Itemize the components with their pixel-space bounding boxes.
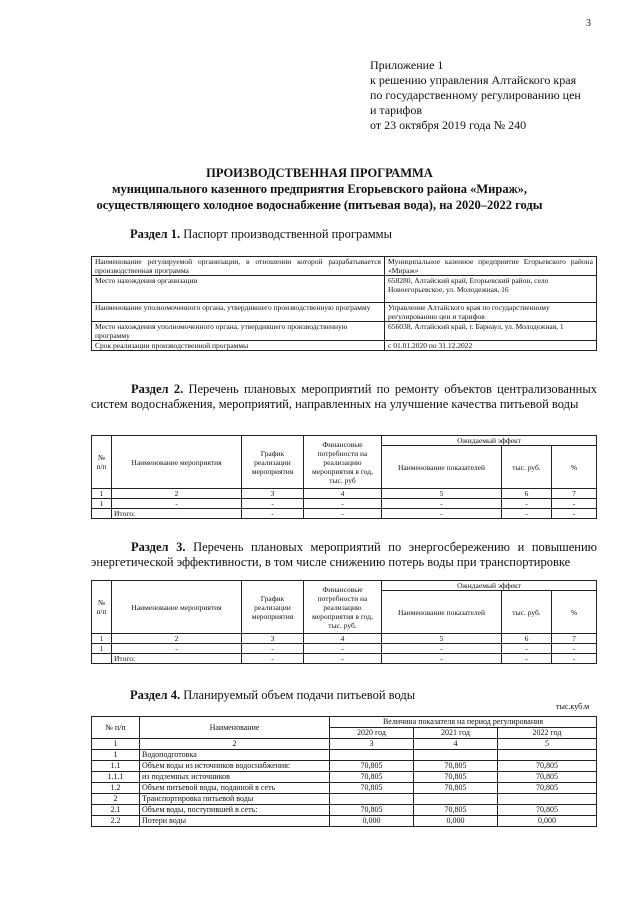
table-row bbox=[92, 644, 597, 654]
table-cell: 3 bbox=[330, 739, 414, 750]
table-cell: 4 bbox=[414, 739, 498, 750]
table-cell: - bbox=[242, 644, 304, 654]
table-cell: 70,805 bbox=[498, 761, 597, 772]
col-header: Наименование мероприятия bbox=[112, 581, 242, 634]
table-cell: - bbox=[502, 499, 552, 509]
col-header: 2021 год bbox=[414, 728, 498, 739]
table-cell: - bbox=[304, 644, 382, 654]
table-cell: 2.2 bbox=[92, 816, 140, 827]
table-row bbox=[92, 794, 597, 805]
section-label: Раздел 2. bbox=[131, 382, 184, 396]
col-header: Наименование мероприятия bbox=[112, 436, 242, 489]
table-cell: Итого: bbox=[112, 654, 242, 664]
table-cell: 4 bbox=[304, 489, 382, 499]
table-cell: 2 bbox=[140, 739, 330, 750]
table-cell: Место нахождения уполномоченного органа, утвердившего производственную программу bbox=[92, 322, 385, 341]
table-cell: - bbox=[242, 654, 304, 664]
table-cell bbox=[414, 794, 498, 805]
col-header: График реализации мероприятия bbox=[242, 436, 304, 489]
table-cell: 658280, Алтайский край, Егорьевский район, село Новоегорьевское, ул. Молодежная, 16 bbox=[385, 276, 597, 303]
table-cell: - bbox=[304, 654, 382, 664]
table-cell: 70,805 bbox=[498, 805, 597, 816]
table-cell: 1.1.1 bbox=[92, 772, 140, 783]
table-row bbox=[92, 654, 597, 664]
table-cell: 1 bbox=[92, 644, 112, 654]
table-cell: 5 bbox=[382, 634, 502, 644]
col-header: 2022 год bbox=[498, 728, 597, 739]
table-cell: 1 bbox=[92, 489, 112, 499]
table-cell: Объем питьевой воды, поданной в сеть bbox=[140, 783, 330, 794]
col-header: Наименование показателей bbox=[382, 446, 502, 489]
section-label: Раздел 4. bbox=[130, 688, 181, 702]
col-header: Наименование показателей bbox=[382, 591, 502, 634]
section4-heading bbox=[130, 688, 415, 703]
table-cell: - bbox=[502, 509, 552, 519]
table-row bbox=[92, 489, 597, 499]
table-cell: 656038, Алтайский край, г. Барнаул, ул. Молодежная, 1 bbox=[385, 322, 597, 341]
document-title bbox=[0, 165, 639, 213]
table-cell: Место нахождения организации bbox=[92, 276, 385, 303]
table-cell: - bbox=[382, 654, 502, 664]
section-text: Перечень плановых мероприятий по энергосбережению и повышению энергетической эффективности, в том числе снижению потерь воды при транспортировке bbox=[91, 540, 597, 569]
table-cell: 70,805 bbox=[330, 805, 414, 816]
table-header-row bbox=[92, 436, 597, 446]
col-header: тыс. руб. bbox=[502, 446, 552, 489]
table-cell: 7 bbox=[552, 489, 597, 499]
col-header: № п/п bbox=[92, 581, 112, 634]
table-cell: Наименование регулируемой организации, в отношении которой разрабатывается производственная программа bbox=[92, 257, 385, 276]
table-cell: - bbox=[502, 654, 552, 664]
passport-table bbox=[91, 256, 597, 351]
table-cell: - bbox=[502, 644, 552, 654]
table-cell: - bbox=[304, 509, 382, 519]
table-cell: 1 bbox=[92, 634, 112, 644]
table-row bbox=[92, 739, 597, 750]
table-cell: Наименование уполномоченного органа, утвердившего производственную программу bbox=[92, 303, 385, 322]
section1-heading bbox=[130, 227, 392, 242]
table-cell: 1.1 bbox=[92, 761, 140, 772]
page-number: 3 bbox=[586, 18, 591, 29]
table-cell: - bbox=[552, 644, 597, 654]
table-cell: 4 bbox=[304, 634, 382, 644]
col-header: № п/п bbox=[92, 436, 112, 489]
appendix-line: от 23 октября 2019 года № 240 bbox=[370, 118, 527, 132]
table-cell: 0,000 bbox=[498, 816, 597, 827]
table-row bbox=[92, 303, 597, 322]
table-cell: 1 bbox=[92, 750, 140, 761]
table-row bbox=[92, 257, 597, 276]
table-row bbox=[92, 322, 597, 341]
table-header-row bbox=[92, 581, 597, 591]
table-cell: 2.1 bbox=[92, 805, 140, 816]
table-row bbox=[92, 750, 597, 761]
table-cell: 1 bbox=[92, 739, 140, 750]
table-cell: - bbox=[382, 644, 502, 654]
table-cell: 70,805 bbox=[498, 772, 597, 783]
table-cell: 70,805 bbox=[330, 783, 414, 794]
section2-heading bbox=[91, 382, 597, 412]
repair-measures-table bbox=[91, 435, 597, 519]
table-cell: - bbox=[382, 509, 502, 519]
table-cell: 2 bbox=[112, 634, 242, 644]
section-label: Раздел 1. bbox=[130, 227, 181, 241]
energy-saving-table bbox=[91, 580, 597, 664]
table-cell: - bbox=[382, 499, 502, 509]
table-cell: Водоподготовка bbox=[140, 750, 330, 761]
table-row bbox=[92, 761, 597, 772]
section-text: Планируемый объем подачи питьевой воды bbox=[180, 688, 416, 702]
table-row bbox=[92, 783, 597, 794]
table-cell: 70,805 bbox=[414, 761, 498, 772]
col-header: % bbox=[552, 446, 597, 489]
table-cell: 1.2 bbox=[92, 783, 140, 794]
table-cell: из подземных источников bbox=[140, 772, 330, 783]
table-cell: 70,805 bbox=[414, 772, 498, 783]
table-cell: 70,805 bbox=[414, 805, 498, 816]
table-cell: Транспортировка питьевой воды bbox=[140, 794, 330, 805]
table-cell: 3 bbox=[242, 489, 304, 499]
table-cell: 0,000 bbox=[414, 816, 498, 827]
table-cell: 7 bbox=[552, 634, 597, 644]
table-cell: 70,805 bbox=[330, 761, 414, 772]
table-row bbox=[92, 499, 597, 509]
col-header: % bbox=[552, 591, 597, 634]
section3-heading bbox=[91, 540, 597, 570]
col-header: Финансовые потребности на реализацию мероприятия в год, тыс. руб. bbox=[304, 581, 382, 634]
col-header: Ожидаемый эффект bbox=[382, 436, 597, 446]
water-supply-volume-table bbox=[91, 716, 597, 827]
appendix-line: по государственному регулированию цен bbox=[370, 88, 581, 102]
table-cell bbox=[330, 794, 414, 805]
unit-label: тыс.куб.м bbox=[556, 702, 590, 711]
table-cell bbox=[92, 509, 112, 519]
table-row bbox=[92, 341, 597, 351]
title-line: осуществляющего холодное водоснабжение (питьевая вода), на 2020–2022 годы bbox=[96, 198, 543, 212]
table-cell: 6 bbox=[502, 634, 552, 644]
table-cell: 1 bbox=[92, 499, 112, 509]
table-cell: 6 bbox=[502, 489, 552, 499]
table-header-row bbox=[92, 717, 597, 728]
col-header: Финансовые потребности на реализацию мероприятия в год, тыс. руб bbox=[304, 436, 382, 489]
col-header: Наименование bbox=[140, 717, 330, 739]
table-cell: - bbox=[242, 509, 304, 519]
table-cell: Управление Алтайского края по государственному регулированию цен и тарифов bbox=[385, 303, 597, 322]
table-cell: - bbox=[552, 509, 597, 519]
col-header: 2020 год bbox=[330, 728, 414, 739]
table-cell: - bbox=[552, 499, 597, 509]
col-header: График реализации мероприятия bbox=[242, 581, 304, 634]
table-cell: 0,000 bbox=[330, 816, 414, 827]
section-text: Паспорт производственной программы bbox=[180, 227, 392, 241]
table-cell: - bbox=[552, 654, 597, 664]
table-cell: Итого: bbox=[112, 509, 242, 519]
col-header: Ожидаемый эффект bbox=[382, 581, 597, 591]
table-cell: 2 bbox=[92, 794, 140, 805]
table-row bbox=[92, 816, 597, 827]
table-cell: 70,805 bbox=[498, 783, 597, 794]
table-cell: 5 bbox=[382, 489, 502, 499]
section-label: Раздел 3. bbox=[131, 540, 186, 554]
table-cell: - bbox=[112, 499, 242, 509]
table-cell: - bbox=[242, 499, 304, 509]
table-cell: Потери воды bbox=[140, 816, 330, 827]
table-cell: Муниципальное казенное предприятие Егорьевского района «Мираж» bbox=[385, 257, 597, 276]
table-cell: 70,805 bbox=[414, 783, 498, 794]
appendix-line: к решению управления Алтайского края bbox=[370, 73, 577, 87]
appendix-line: Приложение 1 bbox=[370, 58, 444, 72]
table-cell: 5 bbox=[498, 739, 597, 750]
col-header: № п/п bbox=[92, 717, 140, 739]
col-header: Величина показателя на период регулирования bbox=[330, 717, 597, 728]
table-row bbox=[92, 772, 597, 783]
appendix-line: и тарифов bbox=[370, 103, 423, 117]
table-cell: с 01.01.2020 по 31.12.2022 bbox=[385, 341, 597, 351]
table-cell: 2 bbox=[112, 489, 242, 499]
table-cell bbox=[414, 750, 498, 761]
table-cell: Объем воды, поступившей в сеть: bbox=[140, 805, 330, 816]
table-cell bbox=[498, 794, 597, 805]
appendix-block bbox=[370, 58, 581, 133]
table-cell: Срок реализации производственной программы bbox=[92, 341, 385, 351]
table-cell: Объем воды из источников водоснабжения: bbox=[140, 761, 330, 772]
table-row bbox=[92, 509, 597, 519]
title-line: ПРОИЗВОДСТВЕННАЯ ПРОГРАММА bbox=[206, 166, 433, 180]
col-header: тыс. руб. bbox=[502, 591, 552, 634]
table-row bbox=[92, 276, 597, 303]
table-row bbox=[92, 805, 597, 816]
table-cell: 70,805 bbox=[330, 772, 414, 783]
title-line: муниципального казенного предприятия Егорьевского района «Мираж», bbox=[111, 182, 528, 196]
section-text: Перечень плановых мероприятий по ремонту объектов централизованных систем водоснабжения, мероприятий, направленных на улучшение качества питьевой воды bbox=[91, 382, 597, 411]
table-cell bbox=[498, 750, 597, 761]
table-cell bbox=[92, 654, 112, 664]
table-cell: - bbox=[112, 644, 242, 654]
table-cell bbox=[330, 750, 414, 761]
table-row bbox=[92, 634, 597, 644]
table-cell: - bbox=[304, 499, 382, 509]
table-cell: 3 bbox=[242, 634, 304, 644]
